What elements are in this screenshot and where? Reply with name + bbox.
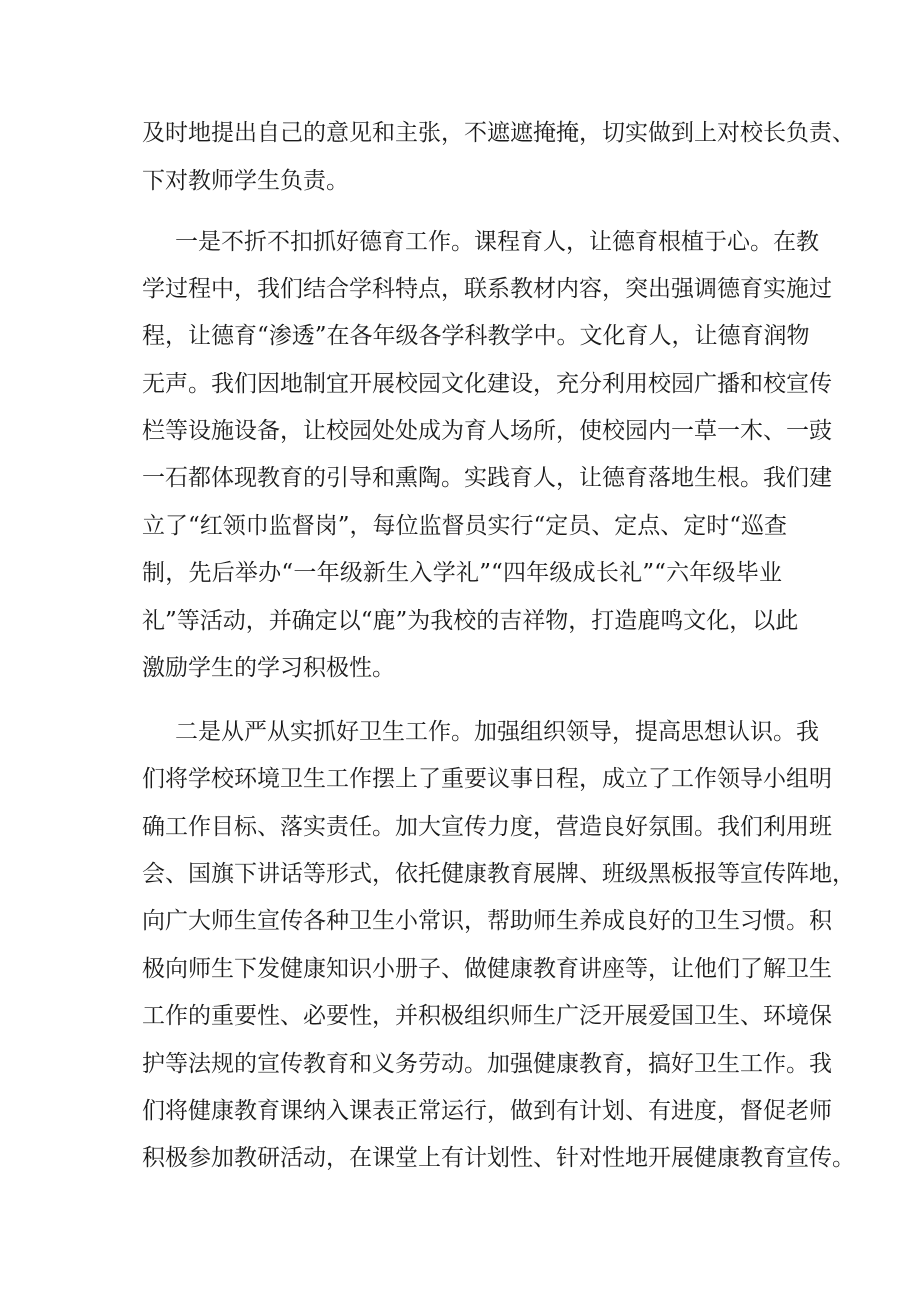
text-line: 确工作目标、落实责任。加大宣传力度，营造良好氛围。我们利用班	[142, 814, 832, 840]
text-line: 极向师生下发健康知识小册子、做健康教育讲座等，让他们了解卫生	[142, 956, 832, 982]
text-line: 们将健康教育课纳入课表正常运行，做到有计划、有进度，督促老师	[142, 1098, 832, 1124]
text-line: 积极参加教研活动，在课堂上有计划性、针对性地开展健康教育宣传。	[142, 1145, 855, 1171]
text-line: 护等法规的宣传教育和义务劳动。加强健康教育，搞好卫生工作。我	[142, 1051, 832, 1077]
text-line: 及时地提出自己的意见和主张，不遮遮掩掩，切实做到上对校长负责、	[142, 120, 855, 146]
text-line: 无声。我们因地制宜开展校园文化建设，充分利用校园广播和校宣传	[142, 371, 832, 397]
text-line: 激励学生的学习积极性。	[142, 655, 395, 681]
text-line: 下对教师学生负责。	[142, 168, 349, 194]
text-line: 栏等设施设备，让校园处处成为育人场所，使校园内一草一木、一豉	[142, 418, 832, 444]
text-line: 礼”等活动，并确定以“鹿”为我校的吉祥物，打造鹿鸣文化，以此	[142, 608, 799, 634]
text-line: 一石都体现教育的引导和熏陶。实践育人，让德育落地生根。我们建	[142, 465, 832, 491]
text-line: 会、国旗下讲话等形式，依托健康教育展牌、班级黑板报等宣传阵地，	[142, 861, 855, 887]
paragraph-first-line: 二是从严从实抓好卫生工作。加强组织领导，提高思想认识。我	[175, 719, 819, 745]
paragraph-first-line: 一是不折不扣抓好德育工作。课程育人，让德育根植于心。在教	[175, 229, 819, 255]
text-line: 向广大师生宣传各种卫生小常识，帮助师生养成良好的卫生习惯。积	[142, 908, 832, 934]
text-line: 制，先后举办“一年级新生入学礼”“四年级成长礼”“六年级毕业	[142, 560, 782, 586]
text-line: 程，让德育“渗透”在各年级各学科教学中。文化育人，让德育润物	[142, 323, 810, 349]
text-line: 们将学校环境卫生工作摆上了重要议事日程，成立了工作领导小组明	[142, 766, 832, 792]
text-line: 工作的重要性、必要性，并积极组织师生广泛开展爱国卫生、环境保	[142, 1003, 832, 1029]
text-line: 学过程中，我们结合学科特点，联系教材内容，突出强调德育实施过	[142, 276, 832, 302]
text-line: 立了“红领巾监督岗”，每位监督员实行“定员、定点、定时“巡查	[142, 513, 788, 539]
